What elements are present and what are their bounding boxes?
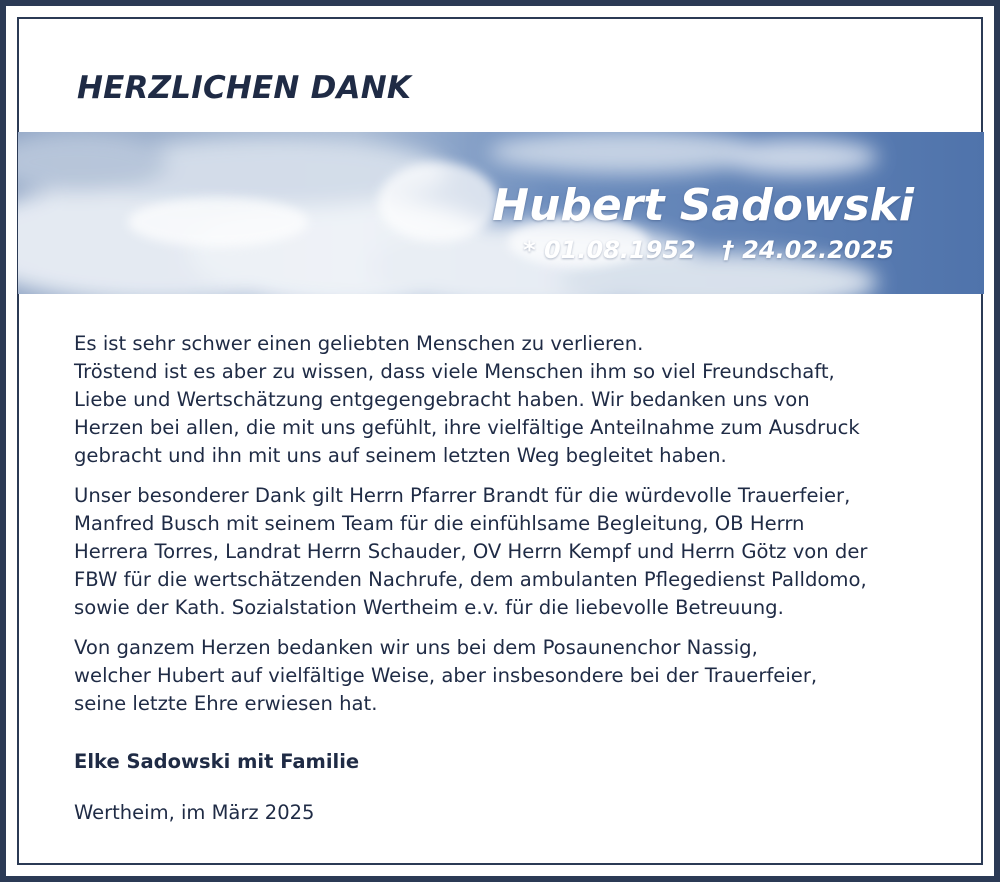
deceased-name: Hubert Sadowski bbox=[492, 180, 914, 231]
message-body bbox=[74, 330, 954, 730]
life-dates bbox=[523, 236, 894, 264]
paragraph-3 bbox=[74, 634, 954, 718]
text-line: FBW für die wertschätzenden Nachrufe, dem ambulanten Pflegedienst Palldomo, bbox=[74, 568, 867, 591]
paragraph-1 bbox=[74, 330, 954, 470]
text-line: Tröstend ist es aber zu wissen, dass viele Menschen ihm so viel Freundschaft, bbox=[74, 360, 835, 383]
text-line: Es ist sehr schwer einen geliebten Menschen zu verlieren. bbox=[74, 332, 644, 355]
text-line: Liebe und Wertschätzung entgegengebracht haben. Wir bedanken uns von bbox=[74, 388, 810, 411]
death-date: † 24.02.2025 bbox=[721, 236, 894, 264]
text-line: Herzen bei allen, die mit uns gefühlt, ihre vielfältige Anteilnahme zum Ausdruck bbox=[74, 416, 860, 439]
text-line: sowie der Kath. Sozialstation Wertheim e.v. für die liebevolle Betreuung. bbox=[74, 596, 784, 619]
text-line: welcher Hubert auf vielfältige Weise, aber insbesondere bei der Trauerfeier, bbox=[74, 664, 818, 687]
place-date: Wertheim, im März 2025 bbox=[74, 801, 315, 824]
text-line: Unser besonderer Dank gilt Herrn Pfarrer Brandt für die würdevolle Trauerfeier, bbox=[74, 484, 851, 507]
page-title: HERZLICHEN DANK bbox=[77, 70, 412, 106]
text-line: Manfred Busch mit seinem Team für die einfühlsame Begleitung, OB Herrn bbox=[74, 512, 805, 535]
paragraph-2 bbox=[74, 482, 954, 622]
text-line: Von ganzem Herzen bedanken wir uns bei dem Posaunenchor Nassig, bbox=[74, 636, 758, 659]
text-line: Herrera Torres, Landrat Herrn Schauder, OV Herrn Kempf und Herrn Götz von der bbox=[74, 540, 868, 563]
text-line: gebracht und ihn mit uns auf seinem letzten Weg begleitet haben. bbox=[74, 444, 727, 467]
signature: Elke Sadowski mit Familie bbox=[74, 750, 360, 773]
birth-date: * 01.08.1952 bbox=[523, 236, 696, 264]
text-line: seine letzte Ehre erwiesen hat. bbox=[74, 692, 378, 715]
